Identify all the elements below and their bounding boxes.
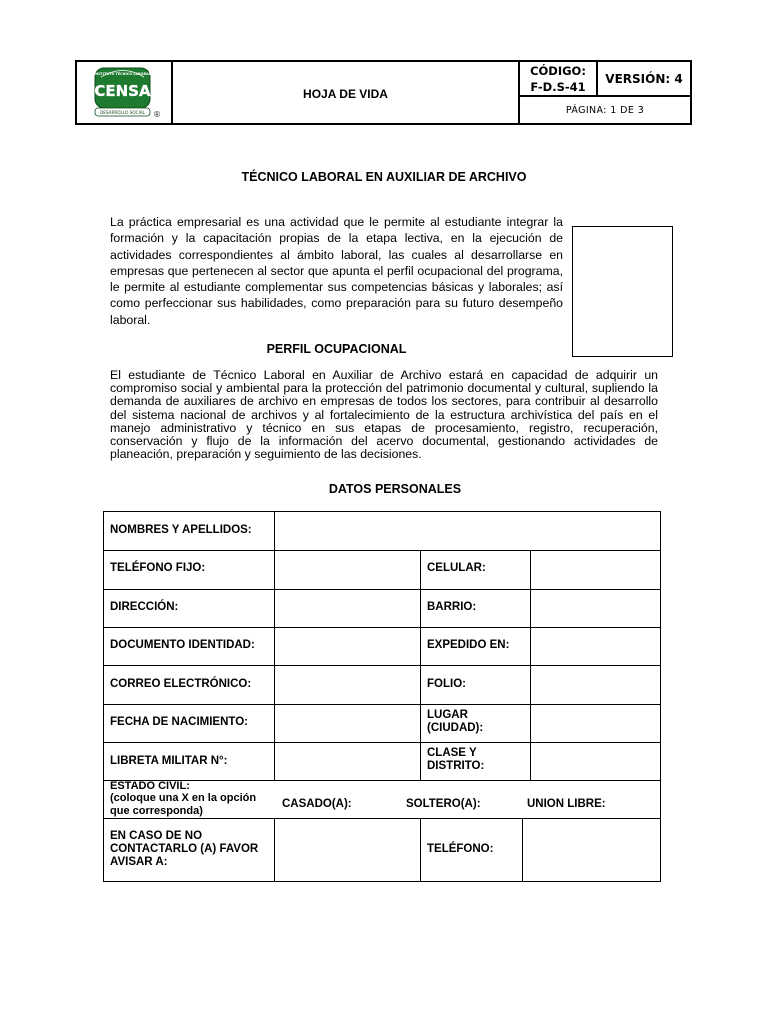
direccion-input[interactable]	[275, 590, 420, 627]
clase-distrito-input[interactable]	[531, 743, 660, 780]
documento-label: DOCUMENTO IDENTIDAD:	[110, 639, 255, 651]
estado-label-line3: que corresponda)	[110, 804, 203, 817]
nombres-label: NOMBRES Y APELLIDOS:	[110, 524, 252, 536]
clase-distrito-label	[427, 747, 484, 773]
correo-input[interactable]	[275, 666, 420, 704]
code-label: CÓDIGO:	[530, 63, 586, 78]
logo-registered: ®	[153, 110, 161, 119]
folio-label: FOLIO:	[427, 678, 466, 690]
estado-civil-label	[110, 780, 256, 817]
fecha-nacimiento-label: FECHA DE NACIMIENTO:	[110, 716, 248, 728]
censa-logo	[79, 63, 171, 124]
document-header	[75, 60, 692, 125]
documento-input[interactable]	[275, 628, 420, 665]
program-title: TÉCNICO LABORAL EN AUXILIAR DE ARCHIVO	[241, 170, 527, 184]
datos-personales-title: DATOS PERSONALES	[328, 482, 462, 496]
photo-box[interactable]	[572, 226, 673, 357]
soltero-option[interactable]: SOLTERO(A):	[406, 798, 481, 810]
casado-option[interactable]: CASADO(A):	[282, 798, 352, 810]
logo-cell	[77, 62, 173, 123]
telefono-fijo-input[interactable]	[275, 551, 420, 589]
telefono-contacto-label: TELÉFONO:	[427, 843, 494, 855]
logo-subtitle: DESARROLLO SOCIAL	[99, 110, 146, 115]
celular-input[interactable]	[531, 551, 660, 589]
contacto-label-line2: CONTACTARLO (A) FAVOR	[110, 843, 259, 855]
contacto-input[interactable]	[275, 819, 420, 881]
intro-paragraph: La práctica empresarial es una actividad que le permite al estudiante integrar la formación y la capacitación propias de la etapa lectiva, en la ejecución de actividades correspondientes al ámbito laboral, las cuales al desarrollarse en empresas que pertenecen al sector que apunta el perfil ocupacional del programa, le permite al estudiante complementar sus competencias básicas y laborales; así como perfeccionar sus habilidades, como preparación para su futuro desempeño laboral.	[110, 215, 563, 327]
libreta-input[interactable]	[275, 743, 420, 780]
perfil-paragraph: El estudiante de Técnico Laboral en Auxiliar de Archivo estará en capacidad de adquirir un compromiso social y ambiental para la protección del patrimonio documental y cultural, supliendo la demanda de auxiliares de archivo en empresas de todos los sectores, para contribuir al desarrollo del sistema nacional de archivos y al fortalecimiento de la estructura archivística del país en el manejo administrativo y técnico en sus etapas de procesamiento, registro, recuperación, conservación y flujo de la información del acervo documental, gestionando actividades de planeación, preparación y seguimiento de las decisiones.	[110, 368, 658, 462]
folio-input[interactable]	[531, 666, 660, 704]
union-libre-option[interactable]: UNION LIBRE:	[527, 798, 606, 810]
telefono-fijo-label: TELÉFONO FIJO:	[110, 562, 206, 574]
expedido-input[interactable]	[531, 628, 660, 665]
logo-text: CENSA	[94, 82, 151, 100]
telefono-contacto-input[interactable]	[523, 819, 660, 881]
contacto-label-line3: AVISAR A:	[110, 856, 168, 868]
contacto-label-line1: EN CASO DE NO	[110, 830, 203, 842]
clase-label-line2: DISTRITO:	[427, 760, 485, 772]
estado-label-line2: (coloque una X en la opción	[110, 792, 257, 805]
personal-data-table	[103, 511, 661, 882]
barrio-input[interactable]	[531, 590, 660, 627]
lugar-label-line1: LUGAR	[427, 709, 468, 721]
page-number: PÁGINA: 1 DE 3	[565, 104, 645, 116]
lugar-input[interactable]	[531, 705, 660, 742]
libreta-label: LIBRETA MILITAR N°:	[110, 755, 228, 767]
logo-arc-text: INSTITUTO TÉCNICO LABORAL	[94, 72, 151, 76]
celular-label: CELULAR:	[427, 562, 486, 574]
contacto-label	[110, 830, 258, 869]
perfil-title: PERFIL OCUPACIONAL	[266, 342, 407, 356]
estado-label-line1: ESTADO CIVIL:	[110, 780, 190, 792]
lugar-label	[427, 709, 483, 735]
lugar-label-line2: (CIUDAD):	[427, 722, 484, 734]
barrio-label: BARRIO:	[427, 601, 477, 613]
document-title: HOJA DE VIDA	[173, 62, 520, 123]
direccion-label: DIRECCIÓN:	[110, 601, 179, 613]
expedido-label: EXPEDIDO EN:	[427, 639, 510, 651]
document-code	[520, 62, 598, 97]
correo-label: CORREO ELECTRÓNICO:	[110, 678, 252, 690]
code-value: F-D.S-41	[530, 79, 586, 94]
fecha-nacimiento-input[interactable]	[275, 705, 420, 742]
nombres-input[interactable]	[275, 512, 660, 550]
clase-label-line1: CLASE Y	[427, 747, 477, 759]
document-version: VERSIÓN: 4	[598, 62, 690, 97]
